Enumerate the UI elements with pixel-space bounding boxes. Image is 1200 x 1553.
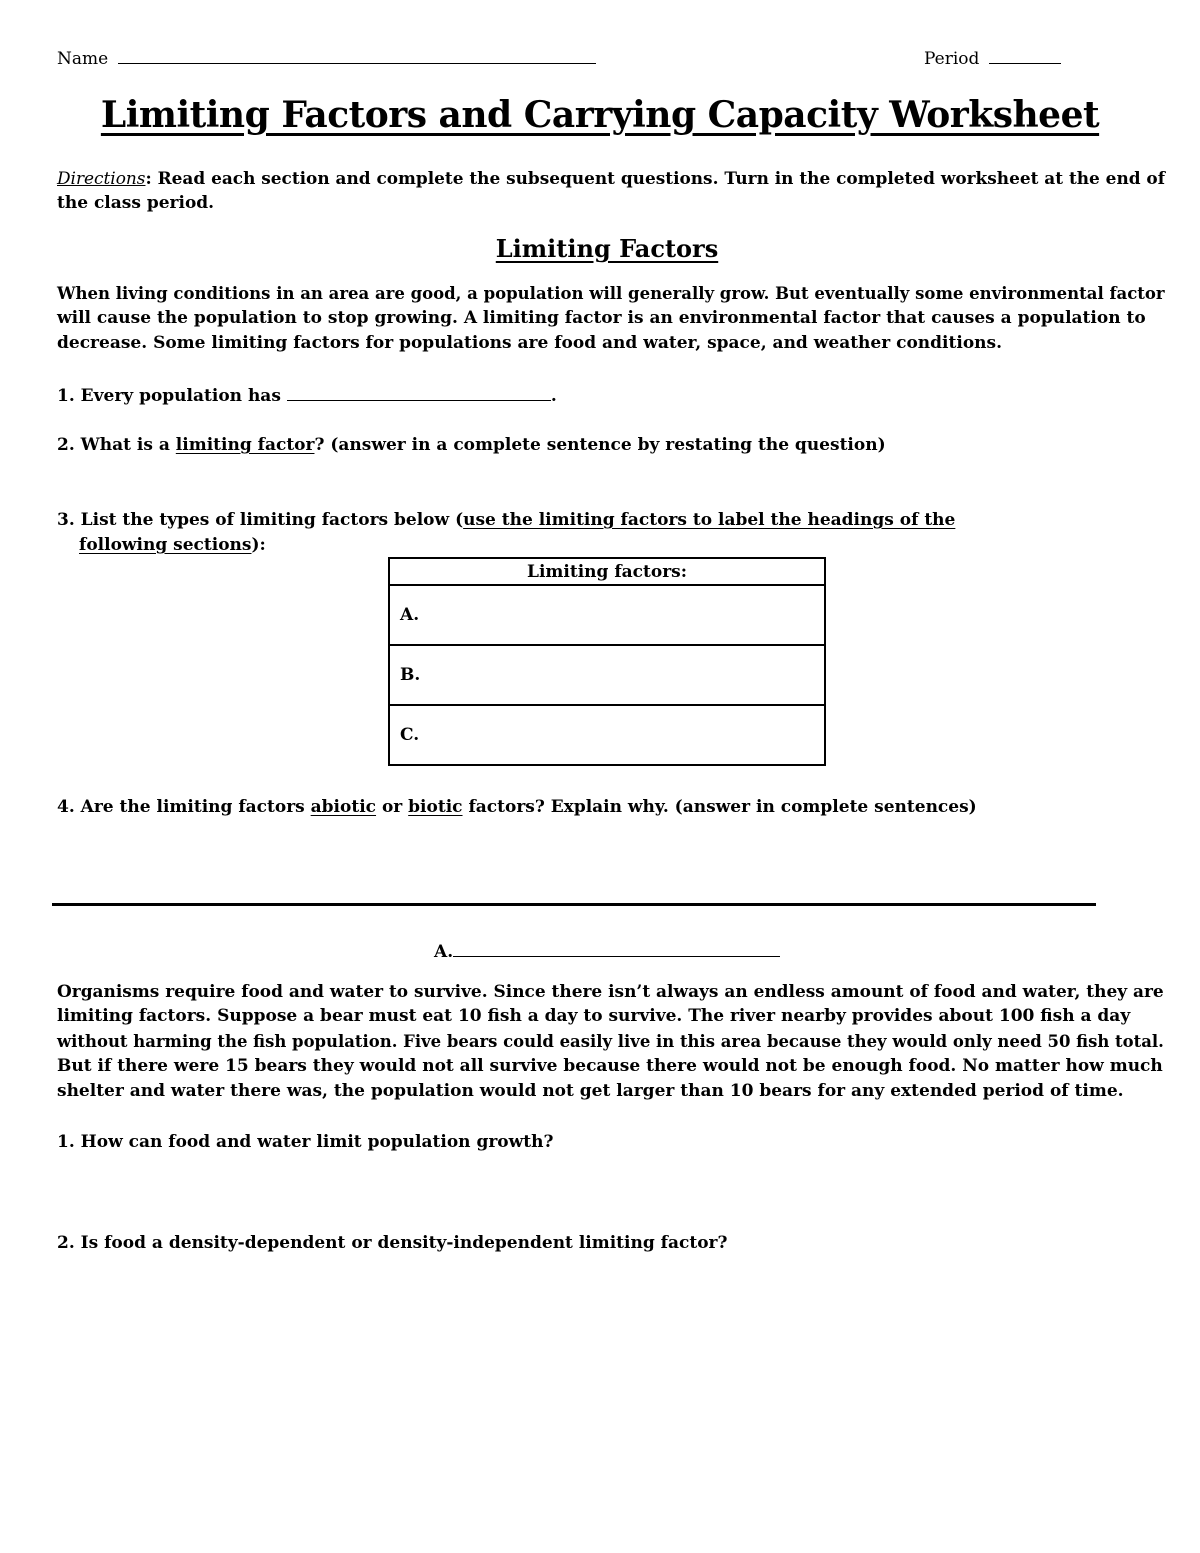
directions-line-2: the class period. <box>57 193 215 213</box>
section-divider <box>52 903 1096 906</box>
table-cell-b[interactable]: B. <box>389 645 825 705</box>
directions-line-1 <box>57 166 1165 191</box>
table-cell-c[interactable]: C. <box>389 705 825 765</box>
q2-term: limiting factor <box>175 435 315 455</box>
question-2 <box>57 433 886 458</box>
limiting-factors-heading: Limiting Factors <box>495 234 719 263</box>
table-header: Limiting factors: <box>389 558 825 585</box>
section-a-question-1: 1. How can food and water limit population growth? <box>57 1132 554 1152</box>
name-blank[interactable] <box>118 45 596 64</box>
question-3-line-2 <box>79 533 266 558</box>
period-label: Period <box>924 49 980 69</box>
table-row <box>389 705 825 765</box>
q4-prefix: 4. Are the limiting factors <box>57 797 311 817</box>
question-1 <box>57 382 557 409</box>
q1-suffix: . <box>550 386 557 406</box>
name-label: Name <box>57 49 109 69</box>
section-a-line-3: without harming the fish population. Five bears could easily live in this area because they would only need 50 fish total. <box>57 1032 1164 1051</box>
q2-suffix: ? (answer in a complete sentence by restating the question) <box>314 435 886 455</box>
table-row <box>389 585 825 645</box>
page-title: Limiting Factors and Carrying Capacity Worksheet <box>100 94 1100 136</box>
intro-line-1: When living conditions in an area are good, a population will generally grow. But eventually some environmental factor <box>57 283 1165 303</box>
period-field-row <box>924 45 1061 72</box>
q4-term-abiotic: abiotic <box>310 797 377 817</box>
directions-label: Directions <box>57 168 146 188</box>
q4-mid: or <box>376 797 409 817</box>
section-a-line-1: Organisms require food and water to survive. Since there isn’t always an endless amount of food and water, they are <box>57 981 1164 1001</box>
period-blank[interactable] <box>989 45 1061 64</box>
intro-line-3: decrease. Some limiting factors for populations are food and water, space, and weather conditions. <box>57 333 1003 353</box>
section-a-line-5: shelter and water there was, the population would not get larger than 10 bears for any extended period of time. <box>57 1081 1124 1101</box>
q3-suffix: ): <box>251 535 266 555</box>
section-a-line-2: limiting factors. Suppose a bear must eat 10 fish a day to survive. The river nearby provides about 100 fish a day <box>57 1006 1131 1026</box>
intro-line-2: will cause the population to stop growing. A limiting factor is an environmental factor that causes a population to <box>57 308 1146 328</box>
directions-text-1: : Read each section and complete the subsequent questions. Turn in the completed worksheet at the end of <box>145 168 1165 188</box>
q2-prefix: 2. What is a <box>57 435 176 455</box>
name-field-row <box>57 45 596 72</box>
q1-answer-blank[interactable] <box>287 382 551 401</box>
limiting-factors-table <box>388 557 826 766</box>
question-4 <box>57 795 977 820</box>
section-a-question-2: 2. Is food a density-dependent or density-independent limiting factor? <box>57 1233 728 1253</box>
q3-prefix: 3. List the types of limiting factors below ( <box>57 510 464 530</box>
q1-prefix: 1. Every population has <box>57 386 287 406</box>
section-a-line-4: But if there were 15 bears they would not all survive because there would not be enough food. No matter how much <box>57 1056 1163 1076</box>
section-a-heading-blank[interactable] <box>453 938 780 957</box>
table-row <box>389 645 825 705</box>
section-a-label: A. <box>434 942 454 962</box>
q3-underlined-2: following sections <box>79 535 252 555</box>
table-cell-a[interactable]: A. <box>389 585 825 645</box>
q3-underlined-1: use the limiting factors to label the headings of the <box>463 510 956 530</box>
question-3-line-1 <box>57 508 955 533</box>
section-a-heading <box>434 938 780 965</box>
q4-term-biotic: biotic <box>408 797 463 817</box>
q4-suffix: factors? Explain why. (answer in complete sentences) <box>462 797 977 817</box>
table-header-row <box>389 558 825 585</box>
